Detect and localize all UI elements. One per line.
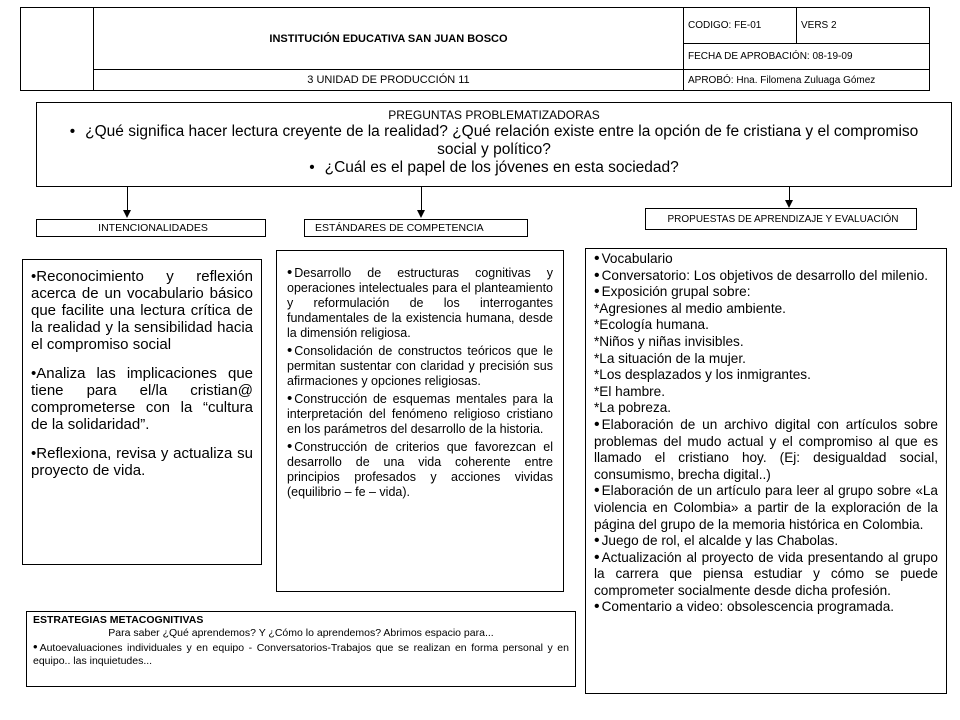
proposal-item: • Elaboración de un archivo digital con artículos sobre problemas del mudo actual y el compromiso al que es llamado el cristiano hoy. (Ej: desigualdad social, consumismo, brecha digital..) (594, 417, 938, 483)
proposal-item: • Conversatorio: Los objetivos de desarrollo del milenio. (594, 268, 938, 285)
intention-item: • Reconocimiento y reflexión acerca de un vocabulario básico que facilite una lectura crítica de la realidad y la sensibilidad hacia el compromiso social (31, 268, 253, 353)
proposal-item: *Niños y niñas invisibles. (594, 333, 744, 349)
proposal-item: • Juego de rol, el alcalde y las Chabolas. (594, 533, 938, 550)
proposal-item: • Actualización al proyecto de vida presentando al grupo la carrera que piensa estudiar y cómo se puede comprometer socialmente desde dicha profesión. (594, 550, 938, 600)
question-item: • ¿Cuál es el papel de los jóvenes en esta sociedad? (37, 159, 951, 177)
standards-label: ESTÁNDARES DE COMPETENCIA (304, 219, 528, 237)
arrow-head-icon (417, 210, 425, 218)
standard-item: • Construcción de criterios que favorezcan el desarrollo de una vida coherente entre principios profesados y acciones vividas (equilibrio – fe – vida). (287, 439, 553, 500)
proposal-item: • Exposición grupal sobre: (594, 284, 938, 301)
problem-questions-box (36, 102, 952, 187)
proposal-item: *La pobreza. (594, 400, 672, 416)
intentions-box (22, 259, 262, 565)
question-item: • ¿Qué significa hacer lectura creyente de la realidad? ¿Qué relación existe entre la opción de fe cristiana y el compromiso social y político? (37, 123, 951, 159)
code-cell: CODIGO: FE-01 (684, 8, 797, 44)
header-table (20, 7, 930, 91)
proposal-item: *La situación de la mujer. (594, 350, 746, 366)
strategies-box (26, 611, 576, 687)
proposal-item: • Elaboración de un artículo para leer al grupo sobre «La violencia en Colombia» a partir de la exploración de la página del grupo de la memoria histórica en Colombia. (594, 483, 938, 533)
strategies-item: • Autoevaluaciones individuales y en equipo - Conversatorios-Trabajos que se realizan en forma personal y en equipo.. las inquietudes... (33, 640, 569, 668)
standard-item: • Construcción de esquemas mentales para la interpretación del fenómeno religioso cristiano en los parámetros del desarrollo de la historia. (287, 391, 553, 437)
standard-item: • Desarrollo de estructuras cognitivas y operaciones intelectuales para el planteamiento y reformulación de los interrogantes fundamentales de la existencia humana, desde la dimensión religiosa. (287, 265, 553, 341)
strategies-heading: ESTRATEGIAS METACOGNITIVAS (33, 614, 204, 626)
questions-list (37, 123, 951, 177)
proposal-item: *El hambre. (594, 383, 666, 399)
approved-by-cell: APROBÓ: Hna. Filomena Zuluaga Gómez (684, 70, 930, 91)
standard-item: • Consolidación de constructos teóricos que le permitan sustentar con claridad y precisión sus afirmaciones y opciones religiosas. (287, 343, 553, 389)
proposals-box (585, 248, 947, 694)
arrow-line (421, 187, 422, 211)
arrow-line (127, 187, 128, 211)
intention-item: • Analiza las implicaciones que tiene para el/la cristian@ comprometerse con la “cultura de la solidaridad”. (31, 365, 253, 433)
intentions-label: INTENCIONALIDADES (36, 219, 266, 237)
logo-cell (21, 8, 94, 91)
proposals-label: PROPUESTAS DE APRENDIZAJE Y EVALUACIÓN (645, 208, 917, 230)
proposal-item: *Ecología humana. (594, 317, 709, 333)
approval-date-cell: FECHA DE APROBACIÓN: 08-19-09 (684, 44, 930, 70)
proposal-item: *Los desplazados y los inmigrantes. (594, 367, 811, 383)
arrow-line (789, 187, 790, 201)
proposal-item: • Comentario a video: obsolescencia programada. (594, 599, 938, 616)
arrow-head-icon (123, 210, 131, 218)
questions-heading: PREGUNTAS PROBLEMATIZADORAS (388, 108, 600, 122)
version-cell: VERS 2 (797, 8, 930, 44)
unit-title: 3 UNIDAD DE PRODUCCIÓN 11 (94, 70, 684, 91)
arrow-head-icon (785, 200, 793, 208)
intention-item: • Reflexiona, revisa y actualiza su proyecto de vida. (31, 445, 253, 479)
proposal-item: *Agresiones al medio ambiente. (594, 300, 786, 316)
proposal-item: • Vocabulario (594, 251, 938, 268)
standards-box (276, 250, 564, 592)
strategies-subtitle: Para saber ¿Qué aprendemos? Y ¿Cómo lo aprendemos? Abrimos espacio para... (108, 627, 494, 639)
institution-name: INSTITUCIÓN EDUCATIVA SAN JUAN BOSCO (94, 8, 684, 70)
